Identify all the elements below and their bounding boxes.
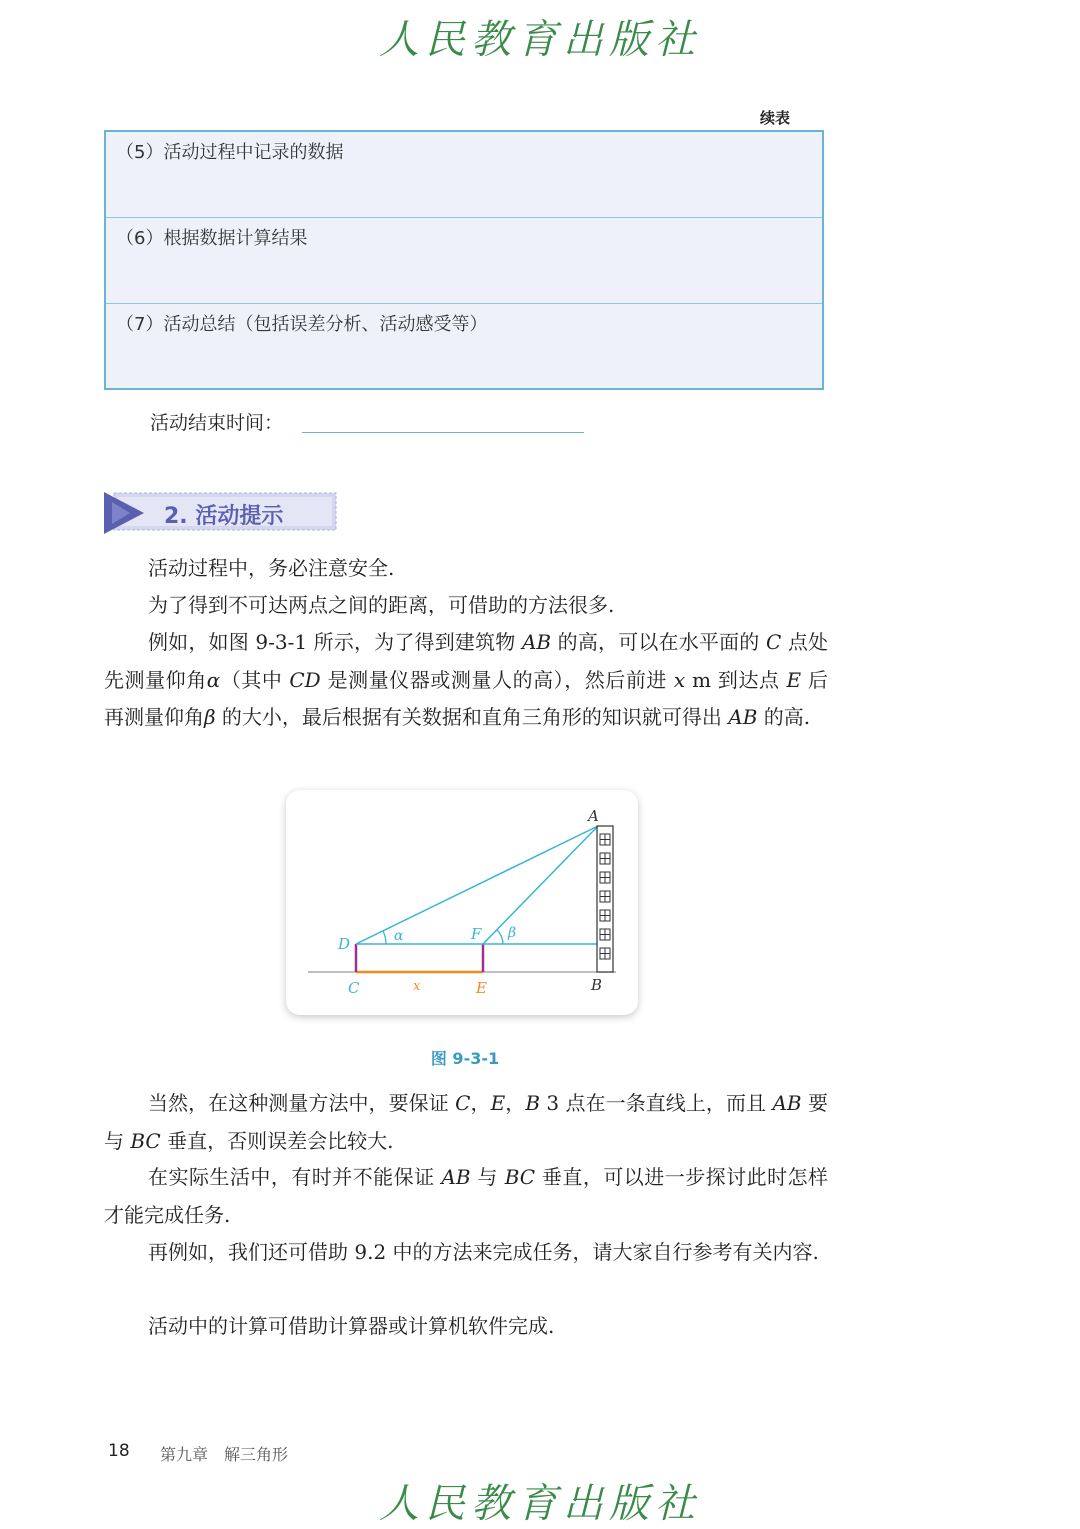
paragraph-example: 例如，如图 9-3-1 所示，为了得到建筑物 AB 的高，可以在水平面的 C 点处先测量仰角α（其中 CD 是测量仪器或测量人的高），然后前进 x m 到达点 E 后再测量仰角β 的大小，最后根据有关数据和直角三角形的知识就可得出 AB 的高. bbox=[104, 630, 829, 729]
end-time-input-line[interactable] bbox=[302, 432, 584, 433]
form-row-calc-result[interactable] bbox=[106, 218, 822, 304]
form-row-data-record[interactable] bbox=[106, 132, 822, 218]
section-heading bbox=[104, 490, 344, 536]
label-F: F bbox=[471, 925, 482, 943]
paragraph-real-life: 在实际生活中，有时并不能保证 AB 与 BC 垂直，可以进一步探讨此时怎样才能完成任务. bbox=[104, 1165, 829, 1227]
form-row-summary[interactable] bbox=[106, 304, 822, 390]
label-E: E bbox=[476, 979, 487, 997]
alpha-arc bbox=[383, 931, 386, 944]
publisher-logo-bottom: 人民教育出版社 bbox=[379, 1481, 701, 1527]
paragraph-calculation: 活动中的计算可借助计算器或计算机软件完成. bbox=[148, 1314, 555, 1338]
label-C: C bbox=[348, 979, 360, 997]
form-row-label: （5）活动过程中记录的数据 bbox=[116, 142, 344, 163]
section-title: 2. 活动提示 bbox=[164, 504, 284, 529]
activity-form-table bbox=[104, 130, 824, 390]
label-D: D bbox=[338, 935, 351, 953]
publisher-logo-top: 人民教育出版社 bbox=[379, 17, 701, 63]
beta-arc bbox=[497, 930, 503, 944]
figure-caption: 图 9-3-1 bbox=[430, 1049, 500, 1068]
paragraph-safety: 活动过程中，务必注意安全. bbox=[148, 556, 395, 580]
label-A: A bbox=[588, 807, 599, 825]
label-alpha: α bbox=[394, 928, 404, 944]
continued-table-label: 续表 bbox=[760, 109, 791, 127]
form-row-label: （6）根据数据计算结果 bbox=[116, 228, 308, 249]
label-x: x bbox=[413, 979, 421, 994]
paragraph-another-example: 再例如，我们还可借助 9.2 中的方法来完成任务，请大家自行参考有关内容. bbox=[148, 1240, 819, 1264]
paragraph-methods: 为了得到不可达两点之间的距离，可借助的方法很多. bbox=[148, 593, 615, 617]
page-number: 18 bbox=[108, 1441, 130, 1461]
paragraph-collinear: 当然，在这种测量方法中，要保证 C，E，B 3 点在一条直线上，而且 AB 要与 BC 垂直，否则误差会比较大. bbox=[104, 1091, 829, 1153]
form-row-label: （7）活动总结（包括误差分析、活动感受等） bbox=[116, 314, 488, 335]
measurement-diagram bbox=[286, 790, 638, 1015]
chapter-title: 第九章 解三角形 bbox=[160, 1445, 289, 1464]
label-B: B bbox=[591, 976, 603, 994]
line-FA bbox=[483, 826, 598, 944]
figure-9-3-1 bbox=[286, 790, 638, 1015]
end-time-label: 活动结束时间： bbox=[150, 412, 284, 434]
label-beta: β bbox=[508, 925, 517, 941]
building-AB bbox=[597, 826, 613, 972]
